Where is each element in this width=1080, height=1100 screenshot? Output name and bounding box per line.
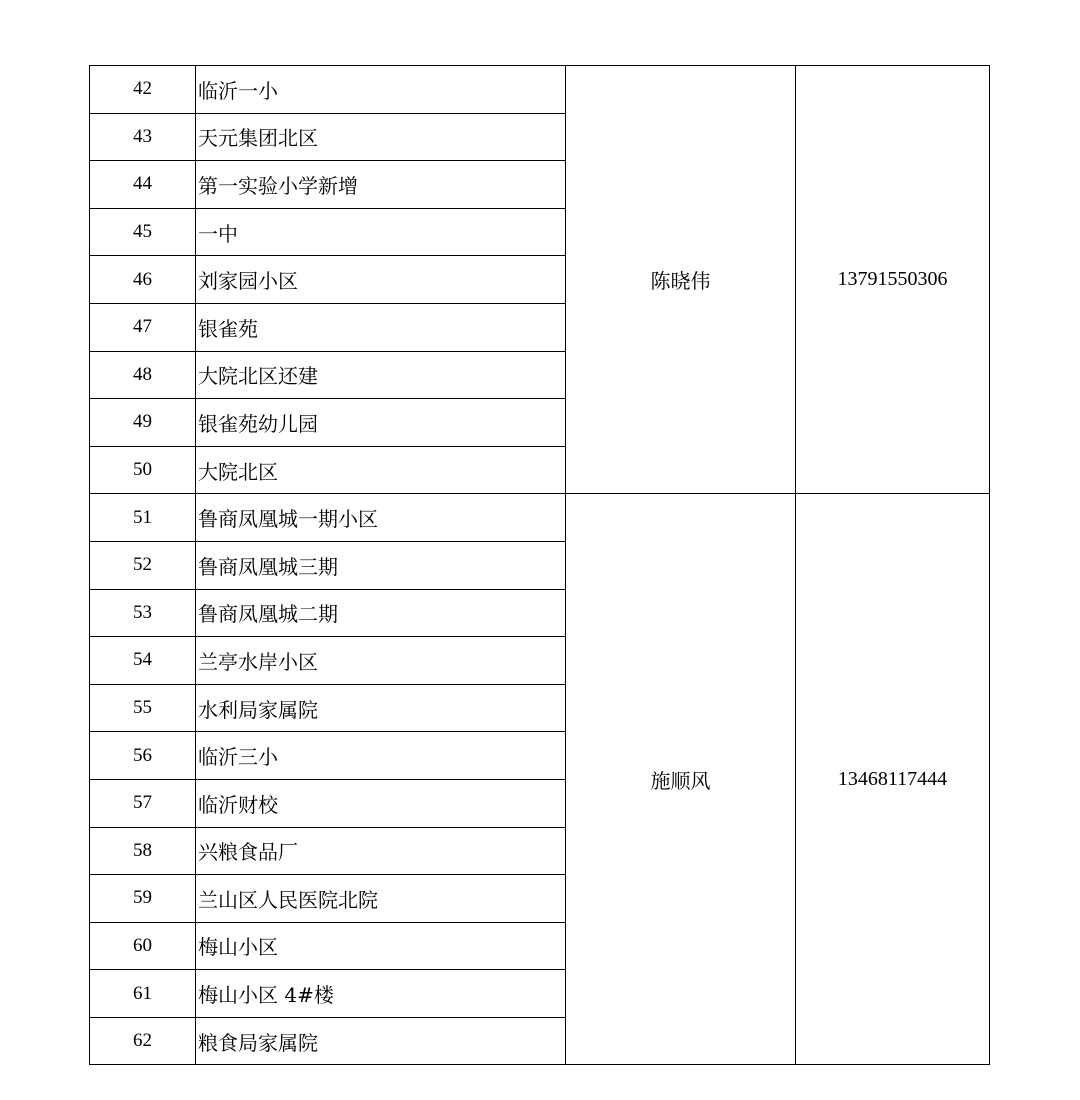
row-number: 58 xyxy=(90,827,196,875)
community-name: 水利局家属院 xyxy=(196,684,566,732)
row-number: 42 xyxy=(90,66,196,114)
contact-phone: 13468117444 xyxy=(796,494,990,1065)
row-number: 55 xyxy=(90,684,196,732)
table-row xyxy=(90,66,990,114)
row-number: 50 xyxy=(90,446,196,494)
row-number: 44 xyxy=(90,161,196,209)
row-number: 60 xyxy=(90,922,196,970)
row-number: 57 xyxy=(90,779,196,827)
community-name: 银雀苑 xyxy=(196,303,566,351)
community-name: 鲁商凤凰城二期 xyxy=(196,589,566,637)
community-name: 临沂财校 xyxy=(196,779,566,827)
community-name: 大院北区还建 xyxy=(196,351,566,399)
community-name: 鲁商凤凰城三期 xyxy=(196,541,566,589)
row-number: 47 xyxy=(90,303,196,351)
row-number: 61 xyxy=(90,970,196,1018)
row-number: 54 xyxy=(90,637,196,685)
table-body xyxy=(90,66,990,1065)
row-number: 49 xyxy=(90,399,196,447)
row-number: 52 xyxy=(90,541,196,589)
community-name: 临沂三小 xyxy=(196,732,566,780)
community-name: 兰亭水岸小区 xyxy=(196,637,566,685)
community-contact-table xyxy=(89,65,990,1065)
community-name: 第一实验小学新增 xyxy=(196,161,566,209)
row-number: 45 xyxy=(90,208,196,256)
community-name: 银雀苑幼儿园 xyxy=(196,399,566,447)
community-name: 兴粮食品厂 xyxy=(196,827,566,875)
community-name: 大院北区 xyxy=(196,446,566,494)
row-number: 53 xyxy=(90,589,196,637)
community-name: 梅山小区 xyxy=(196,922,566,970)
row-number: 59 xyxy=(90,875,196,923)
community-name: 一中 xyxy=(196,208,566,256)
row-number: 51 xyxy=(90,494,196,542)
community-name: 临沂一小 xyxy=(196,66,566,114)
community-name: 天元集团北区 xyxy=(196,113,566,161)
community-name: 刘家园小区 xyxy=(196,256,566,304)
row-number: 62 xyxy=(90,1017,196,1065)
community-name: 鲁商凤凰城一期小区 xyxy=(196,494,566,542)
row-number: 48 xyxy=(90,351,196,399)
community-name: 粮食局家属院 xyxy=(196,1017,566,1065)
contact-person: 施顺风 xyxy=(566,494,796,1065)
community-name: 梅山小区 4#楼 xyxy=(196,970,566,1018)
community-name: 兰山区人民医院北院 xyxy=(196,875,566,923)
contact-person: 陈晓伟 xyxy=(566,66,796,494)
table-row xyxy=(90,494,990,542)
row-number: 43 xyxy=(90,113,196,161)
row-number: 46 xyxy=(90,256,196,304)
contact-phone: 13791550306 xyxy=(796,66,990,494)
row-number: 56 xyxy=(90,732,196,780)
